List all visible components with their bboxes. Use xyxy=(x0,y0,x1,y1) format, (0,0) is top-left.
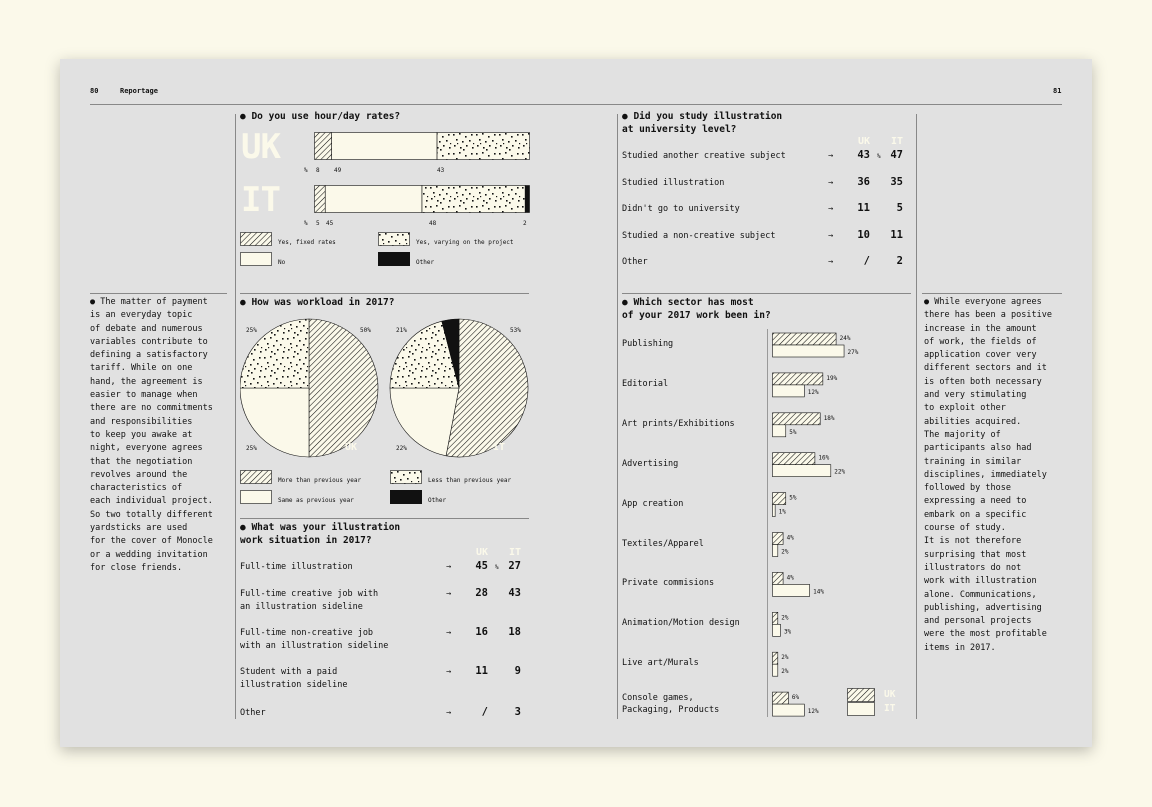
sector-category-label: Textiles/Apparel xyxy=(622,538,704,549)
magazine-spread xyxy=(60,59,1092,747)
uk-seg-no xyxy=(332,133,437,160)
sector-bar-uk xyxy=(773,572,784,584)
situation-uk-value: 28 xyxy=(475,587,488,599)
sector-category-label: App creation xyxy=(622,498,684,509)
uk-pie-label: UK xyxy=(344,442,357,453)
study-it-value: 11 xyxy=(890,229,903,241)
workload-pies xyxy=(240,317,530,459)
legend-less: Less than previous year xyxy=(428,477,512,484)
it-varying-value: 48 xyxy=(429,220,437,227)
it-fixed-value: 5 xyxy=(316,220,320,227)
uk-seg-varying xyxy=(437,133,529,160)
it-no-value: 45 xyxy=(326,220,334,227)
sector-value-it: 14% xyxy=(813,588,824,596)
it-same-pct: 22% xyxy=(396,445,407,452)
it-pct-label: % xyxy=(304,220,308,227)
situation-uk-value: / xyxy=(481,706,488,718)
study-row-label: Studied a non-creative subject xyxy=(622,231,776,241)
sector-category-label: Art prints/Exhibitions xyxy=(622,418,735,429)
column-rule xyxy=(235,114,236,719)
situation-uk-value: 16 xyxy=(475,626,488,638)
sector-bar-uk xyxy=(773,333,837,345)
sector-value-uk: 16% xyxy=(818,454,830,462)
arrow-icon: → xyxy=(446,667,452,677)
sector-value-it: 12% xyxy=(807,388,819,396)
study-uk-value: / xyxy=(863,255,870,267)
arrow-icon: → xyxy=(828,257,834,267)
uk-same-pct: 25% xyxy=(246,445,257,452)
sector-category-label: Publishing xyxy=(622,339,674,349)
situation-col-uk: UK xyxy=(475,547,488,558)
workload-title: ● How was workload in 2017? xyxy=(240,297,395,308)
legend-other-workload: Other xyxy=(428,497,447,504)
sector-category-label: Animation/Motion design xyxy=(622,618,740,629)
situation-title: ● What was your illustration work situation in 2017? xyxy=(240,522,401,546)
arrow-icon: → xyxy=(446,628,452,638)
arrow-icon: → xyxy=(828,151,834,161)
study-uk-value: 43 xyxy=(857,149,870,161)
situation-row-label: Full-time creative job with an illustration sideline xyxy=(240,589,379,613)
body-text-sectors: ● While everyone agrees there has been a positive increase in the amount of work, the fields of application cover very different sectors and it is often both necessary and very stimulating to exploit other abilities acquired. The majority of participants also had training in similar disciplines, immediately followed by those expressing a need to embark on a specific course of study. It is not therefore surprising that most illustrators do not work with illustration alone. Communications, publishing, advertising and personal projects were the most profitable items in 2017. xyxy=(924,297,1052,653)
study-row-label: Studied illustration xyxy=(622,178,725,188)
study-row-label: Studied another creative subject xyxy=(622,151,786,161)
section-rule xyxy=(622,293,911,294)
legend-fixed-rates: Yes, fixed rates xyxy=(278,239,336,246)
study-col-uk: UK xyxy=(857,136,870,147)
situation-it-value: 43 xyxy=(508,587,521,599)
situation-pct: % xyxy=(495,564,499,571)
sector-bar-it xyxy=(773,664,778,676)
sector-value-uk: 6% xyxy=(791,694,800,702)
sector-value-uk: 4% xyxy=(786,574,794,582)
column-rule xyxy=(916,114,917,719)
arrow-icon: → xyxy=(446,562,452,572)
study-it-value: 2 xyxy=(896,255,903,267)
it-other-value: 2 xyxy=(523,220,527,227)
body-text-payment: ● The matter of payment is an everyday topic of debate and numerous variables contribute to defining a satisfactory tariff. While on one hand, the agreement is easier to manage when there are no commitments and responsibilities to keep you awake at night, everyone agrees that the negotiation revolves around the characteristics of each individual project. So two totally different yardsticks are used for the cover of Monocle or a wedding invitation for close friends. xyxy=(90,297,213,573)
sector-bar-uk xyxy=(773,692,789,704)
study-uk-value: 11 xyxy=(857,202,870,214)
it-rates-bar xyxy=(314,185,530,214)
study-col-it: IT xyxy=(890,136,903,147)
situation-row-label: Full-time non-creative job with an illustration sideline xyxy=(240,628,389,652)
uk-less-pct: 25% xyxy=(246,327,257,334)
situation-col-it: IT xyxy=(508,547,521,558)
it-less-pct: 21% xyxy=(396,327,407,334)
section-rule xyxy=(922,293,1062,294)
sector-value-uk: 5% xyxy=(789,494,797,502)
sector-category-label: Advertising xyxy=(622,458,679,469)
sector-bar-uk xyxy=(773,612,778,624)
study-uk-value: 36 xyxy=(857,176,870,188)
sector-category-label: Private commisions xyxy=(622,578,715,589)
sector-value-uk: 19% xyxy=(826,374,838,382)
uk-varying-value: 43 xyxy=(437,167,445,174)
sector-value-uk: 2% xyxy=(781,654,789,662)
sector-legend-swatches xyxy=(847,688,877,718)
sector-bar-it xyxy=(773,545,778,557)
it-seg-fixed xyxy=(315,186,326,213)
section-rule xyxy=(240,293,529,294)
study-it-value: 5 xyxy=(896,202,903,214)
uk-no-value: 49 xyxy=(334,167,342,174)
uk-label-large: UK xyxy=(241,127,280,167)
header-rule xyxy=(90,104,1062,105)
legend-no: No xyxy=(278,259,286,266)
sector-value-it: 2% xyxy=(781,668,789,676)
sector-category-label: Live art/Murals xyxy=(622,658,699,669)
situation-it-value: 18 xyxy=(508,626,521,638)
sector-bar-it xyxy=(773,624,781,636)
situation-it-value: 3 xyxy=(514,706,521,718)
sector-title: ● Which sector has most of your 2017 work been in? xyxy=(622,297,771,321)
sector-category-label: Console games, Packaging, Products xyxy=(622,693,720,716)
study-it-value: 47 xyxy=(890,149,903,161)
section-rule xyxy=(90,293,227,294)
sector-bar-it xyxy=(773,385,805,397)
sector-value-it: 5% xyxy=(789,428,797,436)
rates-legend-swatches-left xyxy=(240,232,274,268)
sector-value-it: 1% xyxy=(778,508,786,516)
sector-bar-uk xyxy=(773,652,778,664)
it-label-large: IT xyxy=(241,180,280,220)
sector-value-uk: 18% xyxy=(823,414,835,422)
situation-row-label: Other xyxy=(240,708,266,718)
workload-legend-swatches-left xyxy=(240,470,274,506)
sector-bar-uk xyxy=(773,453,815,465)
page-number-right: 81 xyxy=(1053,87,1062,95)
sector-value-uk: 24% xyxy=(839,335,851,342)
legend-more: More than previous year xyxy=(278,477,362,484)
study-pct: % xyxy=(877,153,881,160)
uk-pct-label: % xyxy=(304,167,308,174)
it-seg-other xyxy=(525,186,529,213)
arrow-icon: → xyxy=(828,178,834,188)
sector-bar-uk xyxy=(773,413,821,425)
situation-row-label: Student with a paid illustration sideline xyxy=(240,667,348,691)
page-number-left: 80 xyxy=(90,87,99,95)
situation-it-value: 9 xyxy=(514,665,521,677)
sector-legend-it: IT xyxy=(884,703,896,714)
study-title: ● Did you study illustration at university level? xyxy=(622,111,783,135)
situation-it-value: 27 xyxy=(508,560,521,572)
situation-row-label: Full-time illustration xyxy=(240,562,353,572)
situation-uk-value: 11 xyxy=(475,665,488,677)
rates-title: ● Do you use hour/day rates? xyxy=(240,111,401,122)
section-rule xyxy=(240,518,529,519)
uk-seg-fixed xyxy=(315,133,332,160)
sector-bar-chart xyxy=(772,329,897,724)
it-seg-no xyxy=(325,186,422,213)
sector-bar-uk xyxy=(773,373,823,385)
sector-bar-it xyxy=(773,584,810,596)
uk-fixed-value: 8 xyxy=(316,167,320,174)
it-pie-label: IT xyxy=(492,442,505,453)
column-rule xyxy=(617,114,618,719)
legend-varying: Yes, varying on the project xyxy=(416,239,514,246)
sector-bar-it xyxy=(773,505,776,517)
arrow-icon: → xyxy=(828,204,834,214)
sector-value-uk: 2% xyxy=(781,614,789,622)
legend-same: Same as previous year xyxy=(278,497,354,504)
it-more-pct: 53% xyxy=(510,327,521,334)
uk-more-pct: 50% xyxy=(360,327,371,334)
sector-bar-it xyxy=(773,425,786,437)
sector-value-it: 27% xyxy=(847,349,859,356)
sector-value-it: 22% xyxy=(834,468,846,476)
study-row-label: Didn't go to university xyxy=(622,204,740,214)
sector-bar-it xyxy=(773,704,805,716)
workload-legend-swatches-right xyxy=(390,470,424,506)
sector-bar-uk xyxy=(773,493,786,505)
uk-slice-more xyxy=(309,319,378,457)
legend-other: Other xyxy=(416,259,435,266)
sector-axis xyxy=(767,329,768,717)
it-seg-varying xyxy=(422,186,525,213)
rates-legend-swatches-right xyxy=(378,232,412,268)
sector-value-it: 3% xyxy=(783,628,792,636)
arrow-icon: → xyxy=(446,589,452,599)
sector-value-it: 12% xyxy=(807,708,819,716)
sector-bar-it xyxy=(773,465,831,477)
arrow-icon: → xyxy=(828,231,834,241)
sector-bar-it xyxy=(773,345,845,357)
sector-legend-uk: UK xyxy=(884,689,896,700)
study-row-label: Other xyxy=(622,257,648,267)
sector-category-label: Editorial xyxy=(622,378,669,389)
sector-bar-uk xyxy=(773,533,784,545)
sector-value-it: 2% xyxy=(781,548,789,556)
arrow-icon: → xyxy=(446,708,452,718)
section-title: Reportage xyxy=(120,87,158,95)
study-it-value: 35 xyxy=(890,176,903,188)
uk-rates-bar xyxy=(314,132,530,161)
study-uk-value: 10 xyxy=(857,229,870,241)
situation-uk-value: 45 xyxy=(475,560,488,572)
sector-value-uk: 4% xyxy=(786,534,794,542)
